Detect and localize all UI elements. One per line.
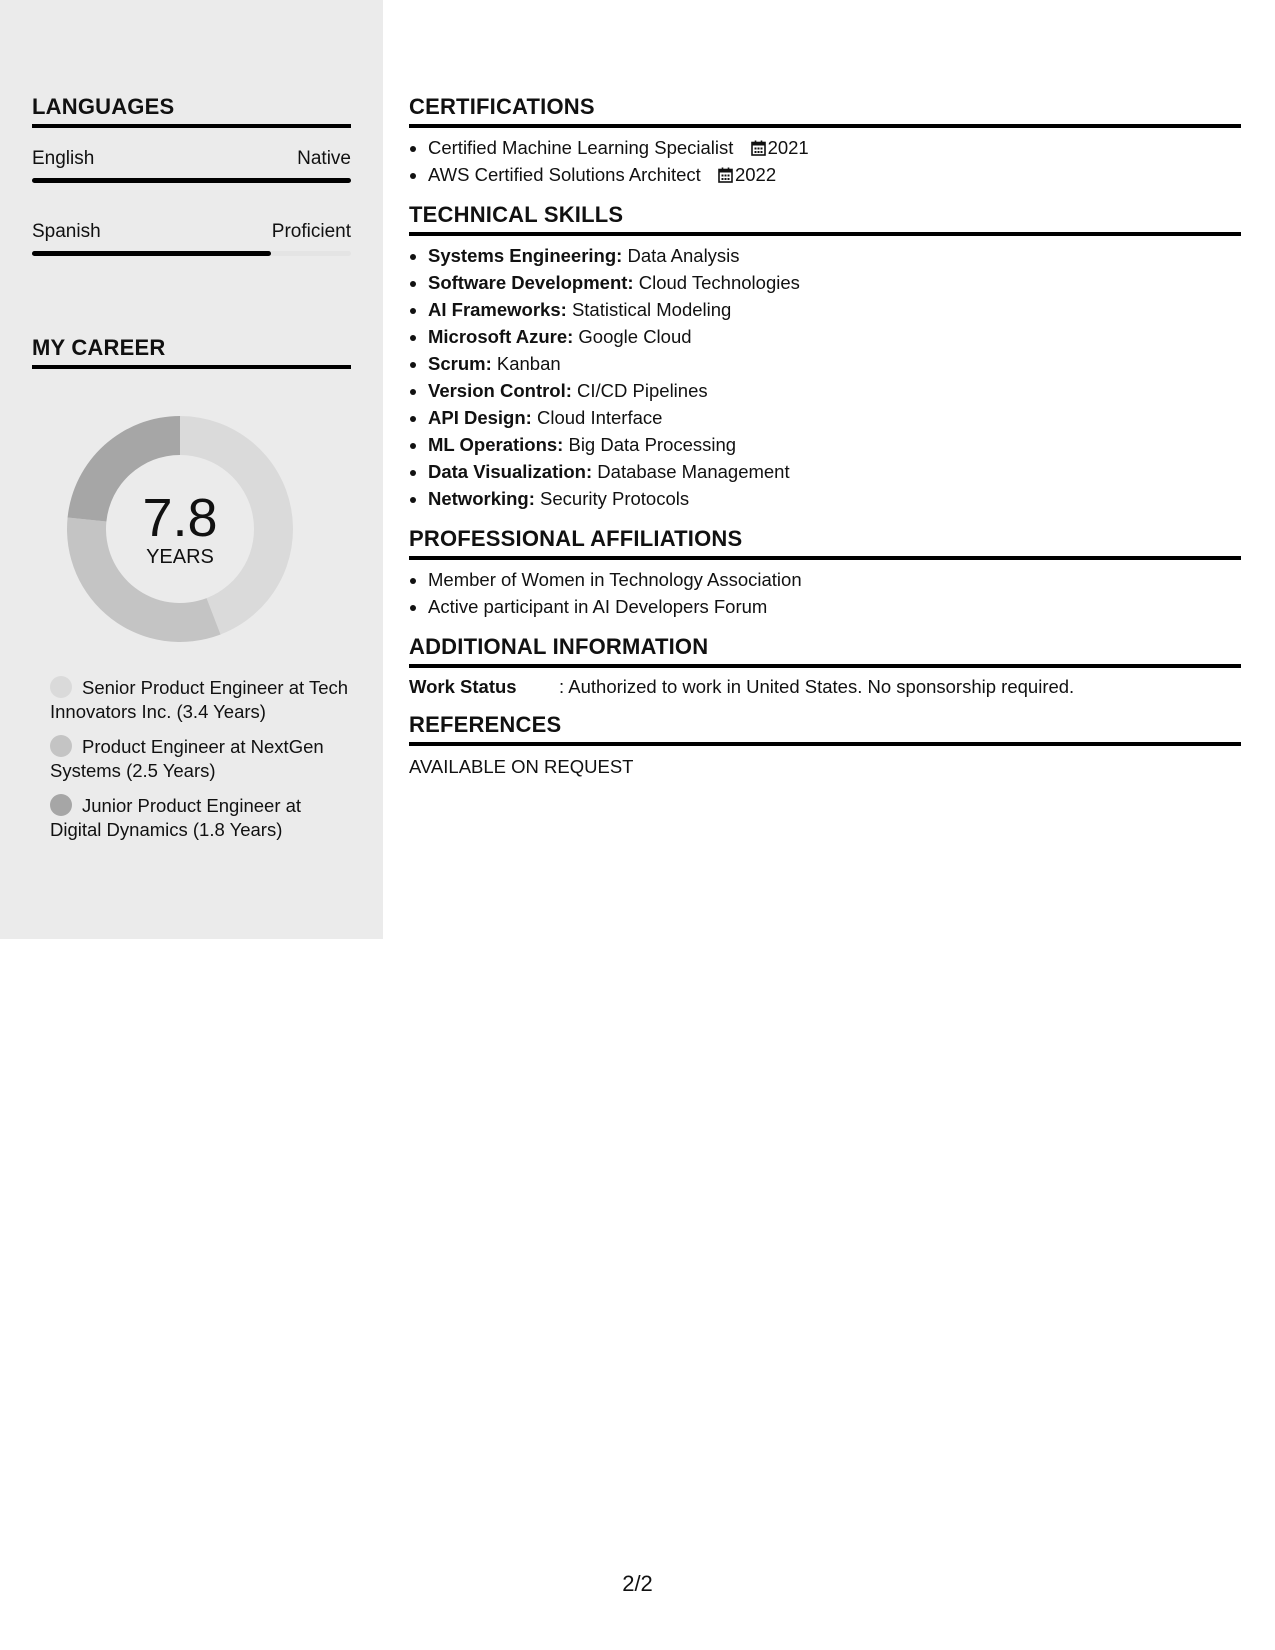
affiliation-item: • Active participant in AI Developers Forum [428, 593, 1241, 620]
language-name: Spanish [32, 221, 101, 242]
certification-item [428, 134, 1241, 161]
calendar-icon [751, 140, 766, 156]
technical-skills-list [409, 242, 1241, 512]
work-status-row [409, 676, 1241, 698]
additional-info-title: ADDITIONAL INFORMATION [409, 634, 1241, 668]
language-item [32, 221, 351, 256]
technical-skills-title: TECHNICAL SKILLS [409, 202, 1241, 236]
references-title: REFERENCES [409, 712, 1241, 746]
skill-label: AI Frameworks: [428, 299, 567, 320]
career-donut-chart [66, 415, 294, 643]
legend-item [50, 735, 350, 783]
language-bar-fill [32, 178, 351, 183]
certifications-title: CERTIFICATIONS [409, 94, 1241, 128]
legend-color-dot [50, 735, 72, 757]
skill-item [428, 431, 1241, 458]
certification-year: 2021 [767, 137, 809, 158]
skill-value: Database Management [597, 461, 790, 482]
skill-value: Security Protocols [540, 488, 690, 509]
career-total-value: 7.8 [142, 487, 218, 548]
skill-item [428, 350, 1241, 377]
affiliations-title: PROFESSIONAL AFFILIATIONS [409, 526, 1241, 560]
skill-label: API Design: [428, 407, 532, 428]
career-section [32, 335, 351, 369]
skill-label: Scrum: [428, 353, 492, 374]
affiliations-list [409, 566, 1241, 620]
language-level: Native [297, 148, 351, 169]
legend-color-dot [50, 676, 72, 698]
affiliations-section [409, 526, 1241, 620]
sidebar [0, 0, 383, 939]
skill-item [428, 377, 1241, 404]
legend-color-dot [50, 794, 72, 816]
skill-label: Networking: [428, 488, 535, 509]
career-title: MY CAREER [32, 335, 351, 369]
skill-label: Systems Engineering: [428, 245, 623, 266]
language-name: English [32, 148, 95, 169]
career-total-unit: YEARS [146, 545, 214, 568]
skill-label: ML Operations: [428, 434, 564, 455]
language-bar [32, 178, 351, 183]
skill-item [428, 296, 1241, 323]
skill-value: Data Analysis [627, 245, 740, 266]
skill-value: Statistical Modeling [571, 299, 732, 320]
languages-section [32, 94, 351, 256]
legend-item [50, 676, 350, 724]
skill-value: Cloud Technologies [638, 272, 800, 293]
certification-item [428, 161, 1241, 188]
certifications-section [409, 94, 1241, 188]
skill-value: Google Cloud [578, 326, 692, 347]
additional-info-section [409, 634, 1241, 698]
references-text: AVAILABLE ON REQUEST [409, 756, 634, 777]
certifications-list [409, 134, 1241, 188]
donut-center [66, 415, 294, 643]
language-level: Proficient [271, 221, 351, 242]
skill-label: Software Development: [428, 272, 634, 293]
work-status-label: Work Status [409, 676, 517, 697]
skill-item [428, 485, 1241, 512]
skill-label: Version Control: [428, 380, 572, 401]
skill-item [428, 404, 1241, 431]
skill-value: Big Data Processing [568, 434, 737, 455]
legend-label: Product Engineer at NextGen Systems (2.5 Years) [50, 736, 324, 781]
skill-value: Cloud Interface [536, 407, 663, 428]
skill-item [428, 458, 1241, 485]
skill-item [428, 242, 1241, 269]
languages-title: LANGUAGES [32, 94, 351, 128]
language-bar [32, 251, 351, 256]
skill-label: Data Visualization: [428, 461, 593, 482]
references-section [409, 712, 1241, 778]
main-column [409, 94, 1241, 778]
legend-item [50, 794, 350, 842]
legend-label: Junior Product Engineer at Digital Dynamics (1.8 Years) [50, 795, 302, 840]
legend-label: Senior Product Engineer at Tech Innovators Inc. (3.4 Years) [50, 677, 349, 722]
certification-name: Certified Machine Learning Specialist [428, 137, 734, 158]
skill-value: Kanban [496, 353, 561, 374]
certification-year: 2022 [734, 164, 777, 185]
page-number: 2/2 [622, 1571, 653, 1596]
skill-item [428, 323, 1241, 350]
affiliation-item: • Member of Women in Technology Association [428, 566, 1241, 593]
skill-value: CI/CD Pipelines [577, 380, 708, 401]
work-status-value: : Authorized to work in United States. No sponsorship required. [559, 676, 1075, 697]
language-bar-fill [32, 251, 271, 256]
language-item [32, 148, 351, 183]
skill-item [428, 269, 1241, 296]
certification-name: AWS Certified Solutions Architect [428, 164, 701, 185]
skill-label: Microsoft Azure: [428, 326, 574, 347]
technical-skills-section [409, 202, 1241, 512]
calendar-icon [718, 167, 733, 183]
career-legend [50, 676, 350, 853]
